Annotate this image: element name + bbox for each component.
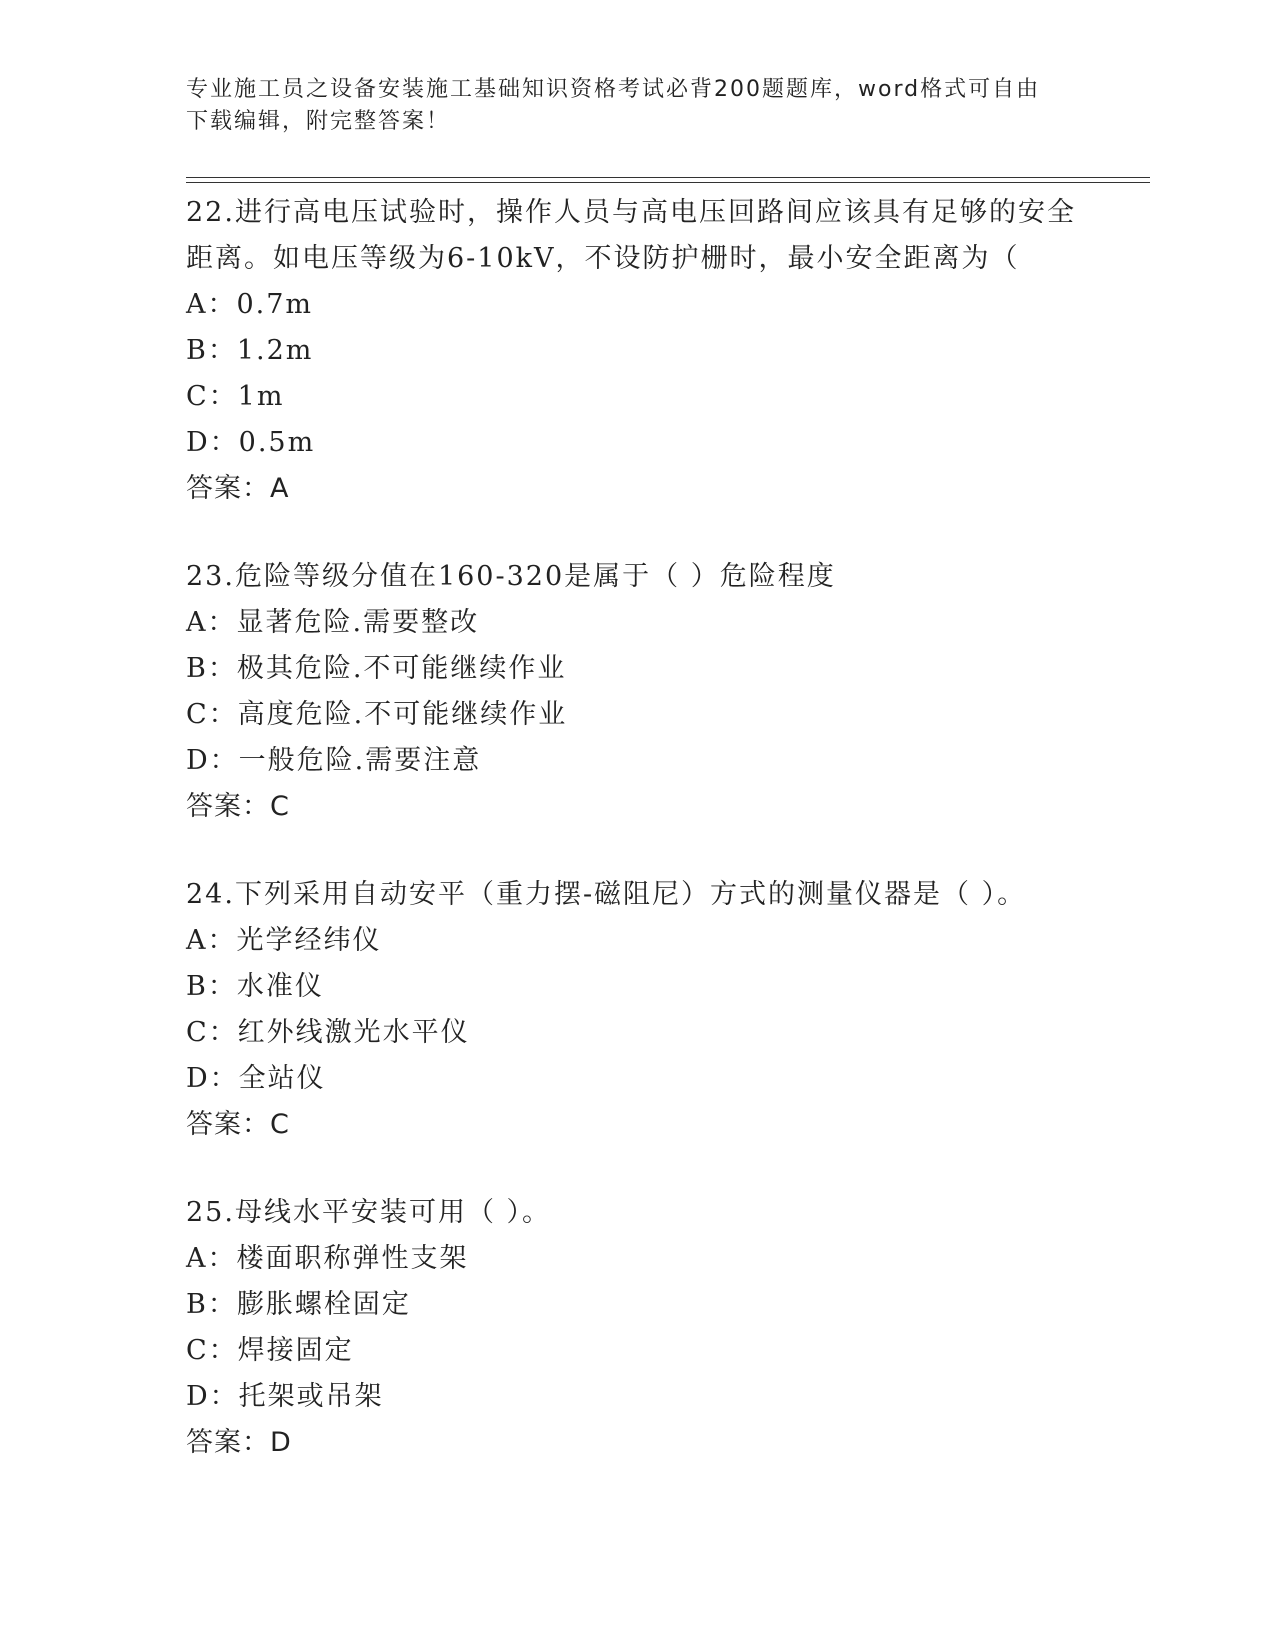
option-d: D：一般危险.需要注意 <box>186 745 482 776</box>
question-list <box>186 190 1150 1508</box>
option-b: B：水准仪 <box>186 971 324 1002</box>
answer: 答案：D <box>186 1427 292 1458</box>
option-c: C：1m <box>186 381 285 412</box>
option-b: B：1.2m <box>186 335 314 366</box>
question-stem: 25.母线水平安装可用（ ）。 <box>186 1197 552 1228</box>
question-stem: 24.下列采用自动安平（重力摆-磁阻尼）方式的测量仪器是（ ）。 <box>186 879 1027 910</box>
answer: 答案：C <box>186 791 290 822</box>
question-23 <box>186 554 1150 830</box>
header-title-line-1: 专业施工员之设备安装施工基础知识资格考试必背200题题库，word格式可自由 <box>186 77 1041 102</box>
option-d: D：全站仪 <box>186 1063 326 1094</box>
option-a: A：显著危险.需要整改 <box>186 607 480 638</box>
question-stem: 23.危险等级分值在160-320是属于（ ）危险程度 <box>186 561 836 592</box>
option-b: B：膨胀螺栓固定 <box>186 1289 411 1320</box>
option-d: D：0.5m <box>186 427 316 458</box>
question-stem-continued: 距离。如电压等级为6-10kV，不设防护栅时，最小安全距离为（ <box>186 243 1020 274</box>
answer: 答案：A <box>186 473 290 504</box>
option-a: A：光学经纬仪 <box>186 925 382 956</box>
document-header <box>186 74 1076 138</box>
question-stem: 22.进行高电压试验时，操作人员与高电压回路间应该具有足够的安全 <box>186 197 1076 228</box>
option-d: D：托架或吊架 <box>186 1381 384 1412</box>
option-c: C：高度危险.不可能继续作业 <box>186 699 568 730</box>
option-a: A：0.7m <box>186 289 314 320</box>
option-b: B：极其危险.不可能继续作业 <box>186 653 567 684</box>
option-c: C：焊接固定 <box>186 1335 354 1366</box>
header-divider-bottom <box>186 182 1150 183</box>
question-25 <box>186 1190 1150 1466</box>
option-a: A：楼面职称弹性支架 <box>186 1243 469 1274</box>
option-c: C：红外线激光水平仪 <box>186 1017 470 1048</box>
answer: 答案：C <box>186 1109 290 1140</box>
question-24 <box>186 872 1150 1148</box>
question-22 <box>186 190 1150 512</box>
header-title-line-2: 下载编辑，附完整答案！ <box>186 109 451 134</box>
header-divider-top <box>186 177 1150 178</box>
